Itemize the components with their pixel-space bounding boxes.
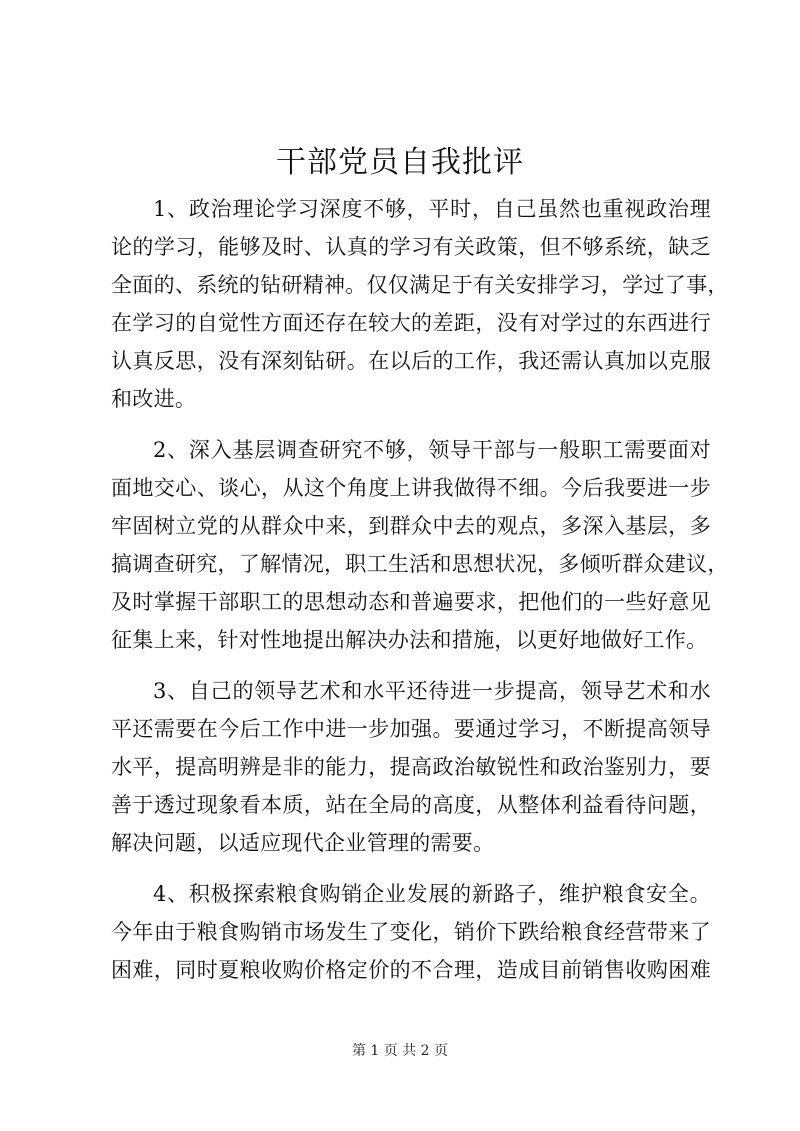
paragraph-1 [111,190,729,418]
text-line: 及时掌握干部职工的思想动态和普遍要求，把他们的一些好意见 [111,590,711,614]
text-line: 平还需要在今后工作中进一步加强。要通过学习，不断提高领导 [111,717,711,741]
text-line: 水平，提高明辨是非的能力，提高政治敏锐性和政治鉴别力，要 [111,755,711,779]
text-line: 1、政治理论学习深度不够，平时，自己虽然也重视政治理 [153,197,711,221]
text-line: 面地交心、谈心，从这个角度上讲我做得不细。今后我要进一步 [111,476,711,500]
text-line: 搞调查研究，了解情况，职工生活和思想状况，多倾听群众建议， [111,552,729,576]
text-line: 全面的、系统的钻研精神。仅仅满足于有关安排学习，学过了事， [111,273,729,297]
text-line: 在学习的自觉性方面还存在较大的差距，没有对学过的东西进行 [111,311,711,335]
text-line: 征集上来，针对性地提出解决办法和措施，以更好地做好工作。 [111,628,708,652]
text-line: 善于透过现象看本质，站在全局的高度，从整体利益看待问题， [111,793,711,817]
document-body [111,190,729,1002]
paragraph-2 [111,431,729,659]
text-line: 认真反思，没有深刻钻研。在以后的工作，我还需认真加以克服 [111,349,711,373]
text-line: 今年由于粮食购销市场发生了变化，销价下跌给粮食经营带来了 [111,920,711,944]
document-title: 干部党员自我批评 [276,145,524,180]
text-line: 4、积极探索粮食购销企业发展的新路子，维护粮食安全。 [153,882,711,906]
paragraph-3 [111,672,711,862]
text-line: 3、自己的领导艺术和水平还待进一步提高，领导艺术和水 [153,679,711,703]
text-line: 困难，同时夏粮收购价格定价的不合理，造成目前销售收购困难 [111,958,711,982]
text-line: 2、深入基层调查研究不够，领导干部与一般职工需要面对 [153,438,711,462]
text-line: 解决问题，以适应现代企业管理的需要。 [111,831,495,855]
text-line: 和改进。 [111,387,197,411]
text-line: 论的学习，能够及时、认真的学习有关政策，但不够系统，缺乏 [111,235,711,259]
page-footer: 第 1 页 共 2 页 [351,1043,449,1059]
text-line: 牢固树立党的从群众中来，到群众中去的观点，多深入基层，多 [111,514,711,538]
paragraph-4 [111,875,711,989]
